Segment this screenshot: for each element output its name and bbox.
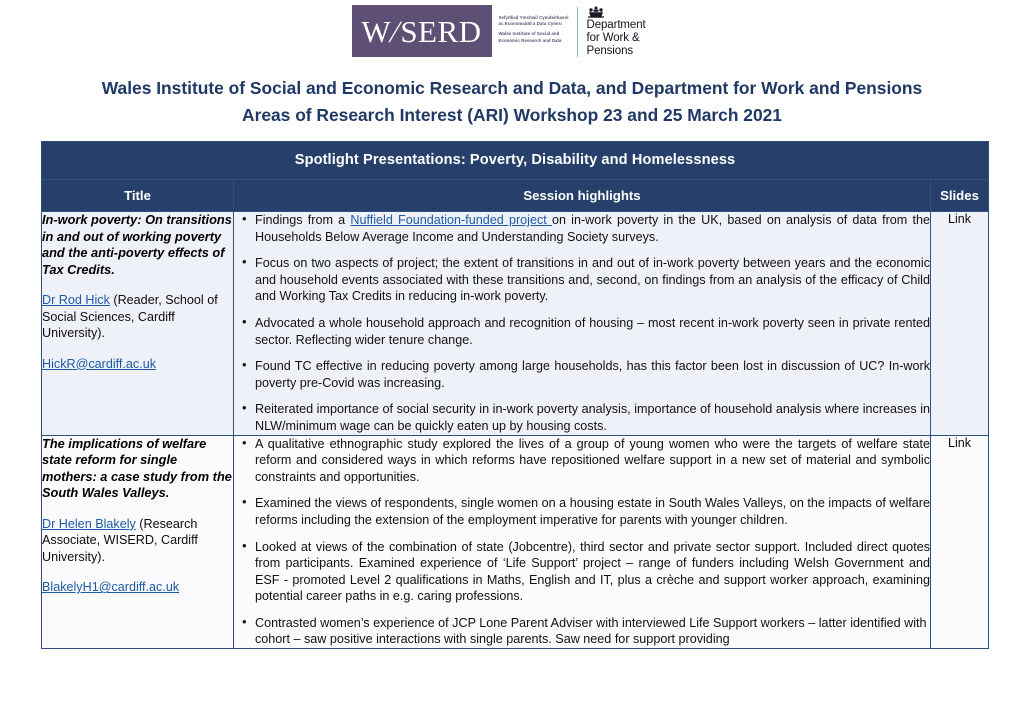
bullet-text: Found TC effective in reducing poverty among large households, has this factor been lost in discussion of UC? In-work poverty pre-Covid was increasing. bbox=[255, 359, 930, 390]
table-banner: Spotlight Presentations: Poverty, Disability and Homelessness bbox=[42, 142, 989, 180]
column-header-slides: Slides bbox=[931, 180, 989, 212]
strapline-welsh-line2: ac Economaidd a Data Cymru bbox=[498, 21, 562, 27]
presenter-email bbox=[42, 579, 233, 595]
table-row bbox=[42, 435, 989, 649]
list-item bbox=[255, 436, 930, 486]
list-item bbox=[255, 495, 930, 528]
bullet-text: Focus on two aspects of project; the extent of transitions in and out of in-work poverty between years and the economic and household events associated with these transitions and, second, on findings from an analysis of the efficacy of Child and Working Tax Credits in reducing in-work poverty. bbox=[255, 256, 930, 304]
page-title bbox=[0, 75, 1024, 129]
wiserd-strapline bbox=[492, 5, 574, 59]
list-item bbox=[255, 539, 930, 605]
presenter-info bbox=[42, 292, 233, 341]
list-item bbox=[255, 358, 930, 391]
presenter-affiliation: (Research Associate, WISERD, Cardiff University). bbox=[42, 516, 198, 564]
row-title-cell bbox=[42, 212, 234, 436]
table-row bbox=[42, 212, 989, 436]
wiserd-letter-w: W bbox=[361, 13, 392, 49]
dwp-line-2: for Work & bbox=[586, 32, 640, 45]
presenter-affiliation: (Reader, School of Social Sciences, Cardiff University). bbox=[42, 293, 218, 341]
bullet-text: A qualitative ethnographic study explored the lives of a group of young women who were the targets of welfare state reform and considered ways in which reforms have repositioned welfare support in a new set of material and symbolic constraints and opportunities. bbox=[255, 436, 930, 484]
presenter-email bbox=[42, 356, 233, 372]
bullet-text: Reiterated importance of social security in in-work poverty analysis, importance of household analysis where increases in NLW/minimum wage can be quickly eaten up by housing costs. bbox=[255, 402, 930, 433]
bullet-text: Examined the views of respondents, single women on a housing estate in South Wales Valleys, on the impacts of welfare reforms including the extension of the employment imperative for parents with younger children. bbox=[255, 496, 930, 527]
dwp-line-3: Pensions bbox=[586, 45, 634, 58]
royal-crest-icon bbox=[587, 6, 673, 19]
bullet-text: Advocated a whole household approach and recognition of housing – most recent in-work poverty seen in private rented sector. Reflecting wider tenure change. bbox=[255, 315, 930, 347]
list-item bbox=[255, 255, 930, 305]
logo-divider bbox=[577, 7, 578, 57]
presentation-title: In-work poverty: On transitions in and out of working poverty and the anti-poverty effects of Tax Credits. bbox=[42, 212, 232, 277]
column-header-title: Title bbox=[42, 180, 234, 212]
list-item bbox=[255, 401, 930, 434]
list-item bbox=[255, 615, 930, 648]
slides-link[interactable]: Link bbox=[947, 212, 972, 226]
dwp-name bbox=[587, 19, 673, 59]
row-slides-cell[interactable] bbox=[931, 212, 989, 436]
bullet-text: Looked at views of the combination of state (Jobcentre), third sector and private sector support. Included direct quotes from participants. Examined experience of ‘Life Support’ project – range of funders including Welsh Government and ESF - promoted Level 2 qualifications in Maths, English and IT, plus a crèche and support worker approach, examining potential career paths in e.g. caring professions. bbox=[255, 539, 930, 604]
spotlight-table-wrapper bbox=[41, 141, 988, 649]
wiserd-slash-icon: / bbox=[386, 13, 405, 49]
row-highlights-cell bbox=[234, 212, 931, 436]
strapline-welsh-line1: Sefydliad Ymchwil Cymdeithasol bbox=[498, 15, 569, 20]
row-highlights-cell bbox=[234, 435, 931, 649]
table-header-row bbox=[42, 180, 989, 212]
bullet-text-post: on in-work poverty in the UK, based on analysis of data from the Households Below Average Income and Understanding Society surveys. bbox=[255, 213, 930, 244]
presenter-email-link[interactable]: BlakelyH1@cardiff.ac.uk bbox=[42, 580, 180, 595]
spotlight-table bbox=[41, 141, 989, 649]
bullet-text: Contrasted women’s experience of JCP Lone Parent Adviser with interviewed Life Support workers – latter identified with cohort – saw positive interactions with single parents. Saw need for support providing bbox=[255, 615, 927, 647]
slides-link[interactable]: Link bbox=[947, 435, 972, 450]
list-item bbox=[255, 212, 930, 245]
wiserd-letters-serd: SERD bbox=[400, 13, 482, 49]
list-item bbox=[255, 315, 930, 348]
logo-group bbox=[352, 5, 673, 59]
bullet-text-pre: Findings from a bbox=[255, 213, 351, 227]
nuffield-project-link[interactable]: Nuffield Foundation-funded project bbox=[350, 213, 552, 227]
presenter-name-link[interactable]: Dr Rod Hick bbox=[42, 293, 110, 308]
presenter-name-link[interactable]: Dr Helen Blakely bbox=[42, 516, 136, 531]
column-header-session-highlights: Session highlights bbox=[234, 180, 931, 212]
row-title-cell bbox=[42, 435, 234, 649]
page-title-line-1: Wales Institute of Social and Economic Research and Data, and Department for Work and Pensions bbox=[101, 78, 923, 98]
presentation-title: The implications of welfare state reform for single mothers: a case study from the South Wales Valleys. bbox=[42, 435, 232, 501]
presenter-email-link[interactable]: HickR@cardiff.ac.uk bbox=[42, 356, 157, 371]
wiserd-wordmark bbox=[361, 13, 482, 49]
table-banner-row bbox=[42, 142, 989, 180]
strapline-english-line1: Wales Institute of Social and bbox=[498, 31, 560, 37]
strapline-english-line2: Economic Research and Data bbox=[498, 37, 562, 43]
highlights-list bbox=[234, 436, 930, 649]
wiserd-logo-icon bbox=[352, 5, 492, 57]
dwp-line-1: Department bbox=[586, 19, 646, 31]
dwp-logo bbox=[587, 5, 673, 59]
highlights-list bbox=[234, 212, 930, 435]
presenter-info bbox=[42, 516, 233, 565]
logo-bar bbox=[0, 0, 1024, 64]
row-slides-cell[interactable] bbox=[931, 435, 989, 649]
page-title-line-2: Areas of Research Interest (ARI) Workshop 23 and 25 March 2021 bbox=[242, 105, 782, 125]
